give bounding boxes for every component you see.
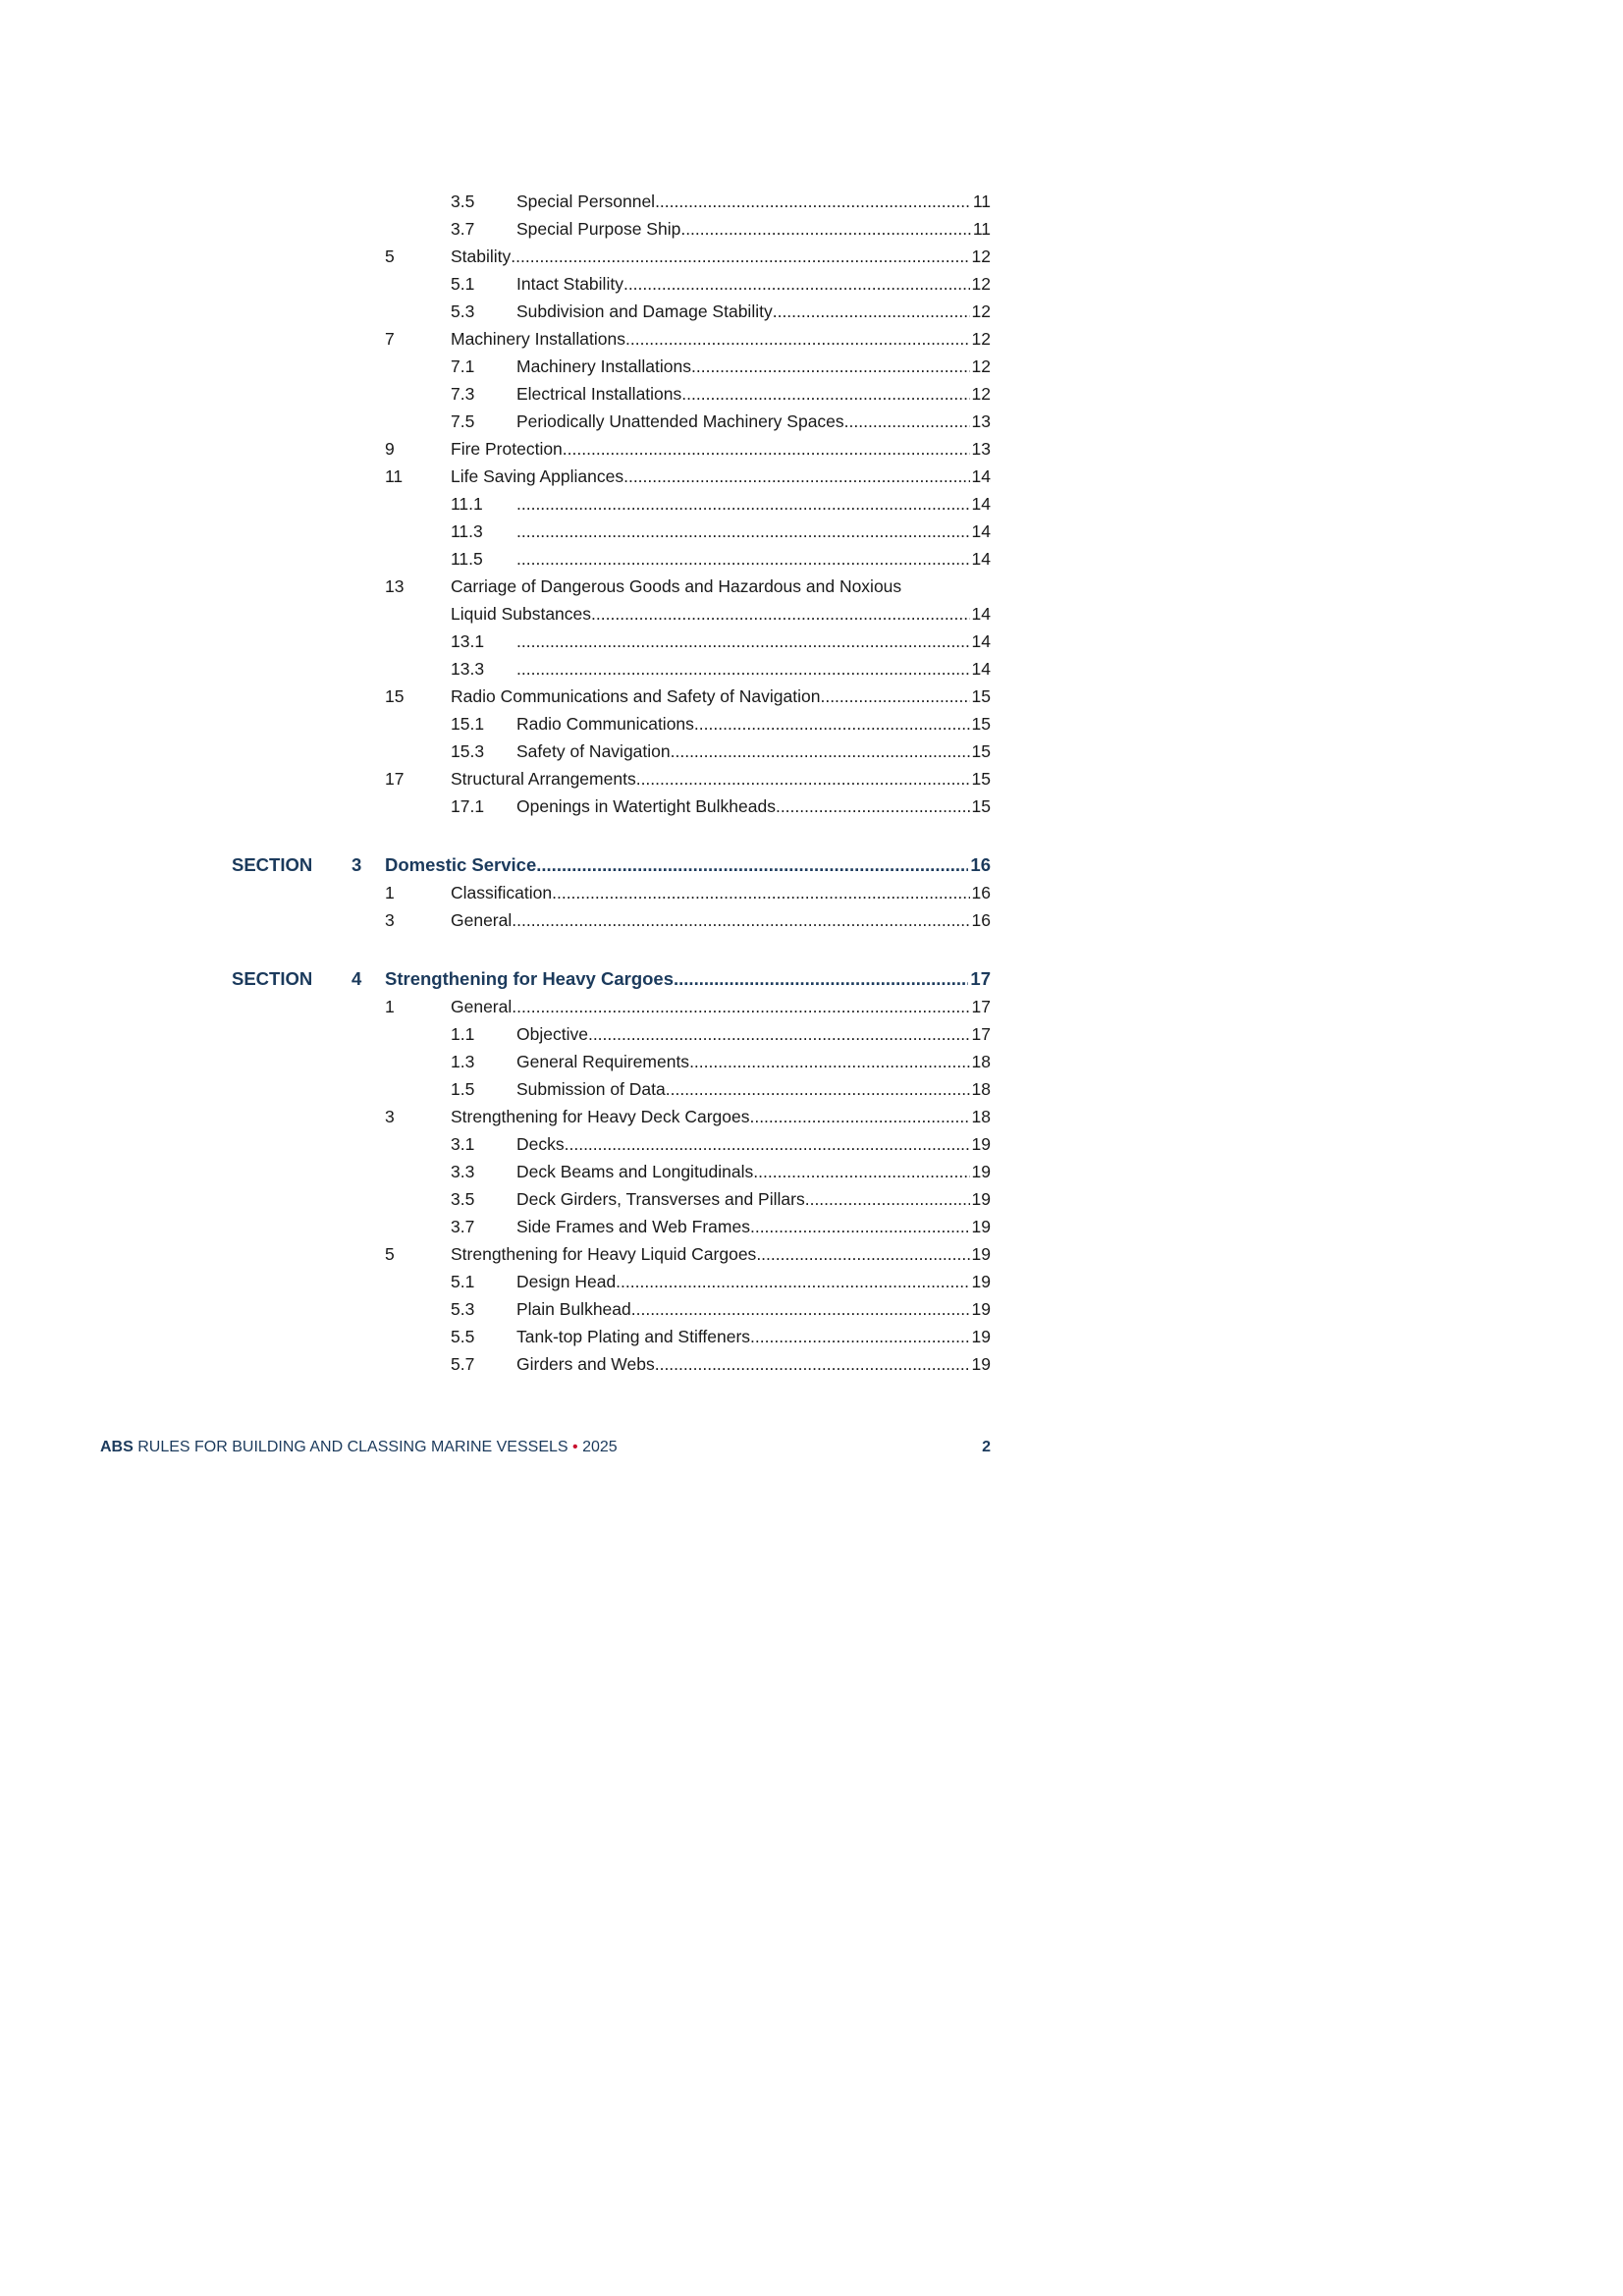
toc-entry-number: 5.3 <box>451 1299 475 1319</box>
toc-entry-link[interactable] <box>516 656 991 682</box>
toc-entry-title: Tank-top Plating and Stiffeners <box>516 1327 751 1346</box>
dot-leader <box>616 1269 969 1294</box>
dot-leader <box>756 1241 969 1267</box>
footer-brand: ABS <box>100 1439 134 1455</box>
footer-page-number: 2 <box>982 1439 991 1455</box>
toc-entry-link[interactable] <box>516 738 991 764</box>
toc-page-number: 15 <box>971 714 991 734</box>
toc-entry-title: Safety of Navigation <box>516 741 671 761</box>
toc-page-number: 14 <box>971 549 991 569</box>
toc-entry-number: 1.1 <box>451 1024 475 1044</box>
toc-entry-title: Openings in Watertight Bulkheads <box>516 796 776 816</box>
toc-entry-link[interactable] <box>451 1104 991 1129</box>
toc-page-number: 17 <box>970 968 991 989</box>
dot-leader <box>588 1021 970 1047</box>
dot-leader <box>512 907 969 933</box>
toc-page-number: 18 <box>971 1079 991 1099</box>
dot-leader <box>563 436 970 462</box>
toc-entry-number: 5.7 <box>451 1354 475 1374</box>
dot-leader <box>750 1324 970 1349</box>
toc-page-number: 11 <box>972 191 991 211</box>
toc-entry-link[interactable] <box>516 1324 991 1349</box>
toc-entry-link[interactable] <box>516 354 991 379</box>
toc-page-number: 19 <box>971 1244 991 1264</box>
toc-entry-link[interactable] <box>516 271 991 297</box>
toc-entry-number: 11.1 <box>451 494 483 514</box>
dot-leader <box>753 1159 969 1184</box>
dot-leader <box>512 994 969 1019</box>
toc-entry-link[interactable] <box>516 629 991 654</box>
footer-year: 2025 <box>577 1439 618 1455</box>
toc-page-number: 18 <box>971 1107 991 1126</box>
toc-entry-title: Special Personnel <box>516 191 656 211</box>
dot-leader <box>750 1214 970 1239</box>
toc-entry-title: Girders and Webs <box>516 1354 655 1374</box>
toc-entry-title: Radio Communications <box>516 714 694 734</box>
toc-page-number: 17 <box>971 997 991 1016</box>
section-number: 3 <box>352 854 362 875</box>
dot-leader <box>773 299 970 324</box>
toc-entry-link[interactable] <box>451 1241 991 1267</box>
toc-entry-number: 5 <box>385 1244 395 1264</box>
toc-entry-number: 9 <box>385 439 395 459</box>
dot-leader <box>805 1186 970 1212</box>
toc-entry-title: Deck Beams and Longitudinals <box>516 1162 754 1181</box>
toc-entry-link[interactable] <box>516 216 991 242</box>
toc-entry-title: Special Purpose Ship <box>516 219 681 239</box>
toc-entry-title[interactable]: Carriage of Dangerous Goods and Hazardous and Noxious <box>451 576 902 596</box>
toc-entry-number: 13.1 <box>451 631 485 651</box>
toc-page-number: 16 <box>971 883 991 902</box>
toc-entry-title: Machinery Installations <box>451 329 625 349</box>
footer-title: RULES FOR BUILDING AND CLASSING MARINE VESSELS <box>133 1439 573 1455</box>
toc-entry-title: Plain Bulkhead <box>516 1299 631 1319</box>
toc-entry-link[interactable] <box>516 711 991 737</box>
toc-entry-link[interactable] <box>516 1131 991 1157</box>
toc-page-number: 17 <box>971 1024 991 1044</box>
toc-entry-link[interactable] <box>516 409 991 434</box>
toc-entry-number: 13.3 <box>451 659 485 679</box>
dot-leader <box>516 519 970 544</box>
toc-entry-title: Structural Arrangements <box>451 769 636 789</box>
page-footer <box>100 1436 991 1459</box>
toc-page-number: 19 <box>971 1272 991 1291</box>
toc-entry-link[interactable] <box>451 907 991 933</box>
toc-entry-link[interactable] <box>451 766 991 792</box>
toc-entry-title: Submission of Data <box>516 1079 666 1099</box>
toc-entry-link[interactable] <box>516 491 991 517</box>
toc-entry-number: 1 <box>385 883 395 902</box>
toc-entry-link[interactable] <box>516 1296 991 1322</box>
toc-entry-link[interactable] <box>516 189 991 214</box>
toc-page-number: 13 <box>971 439 991 459</box>
toc-entry-link[interactable] <box>516 299 991 324</box>
toc-entry-title: General <box>451 997 513 1016</box>
toc-entry-link[interactable] <box>516 1049 991 1074</box>
dot-leader <box>516 491 970 517</box>
toc-entry-link[interactable] <box>516 1076 991 1102</box>
toc-entry-link[interactable] <box>451 601 991 627</box>
toc-entry-number: 1.3 <box>451 1052 475 1071</box>
toc-entry-number: 15.3 <box>451 741 485 761</box>
toc-entry-number: 11.5 <box>451 549 483 569</box>
dot-leader <box>655 1351 970 1377</box>
toc-entry-title: Classification <box>451 883 553 902</box>
dot-leader <box>689 1049 969 1074</box>
toc-page-number: 14 <box>971 466 991 486</box>
toc-entry-number: 17.1 <box>451 796 485 816</box>
toc-entry-title: Strengthening for Heavy Cargoes <box>385 968 675 989</box>
toc-entry-link[interactable] <box>516 381 991 407</box>
toc-entry-number: 5.3 <box>451 301 475 321</box>
toc-entry-number: 3.5 <box>451 191 475 211</box>
toc-entry-title: Decks <box>516 1134 565 1154</box>
toc-entry-number: 7.5 <box>451 411 475 431</box>
toc-entry-title: Strengthening for Heavy Liquid Cargoes <box>451 1244 757 1264</box>
toc-entry-title: Design Head <box>516 1272 617 1291</box>
toc-entry-number: 3 <box>385 1107 395 1126</box>
toc-entry-link[interactable] <box>451 994 991 1019</box>
toc-entry-number: 11 <box>385 466 404 486</box>
dot-leader <box>591 601 970 627</box>
toc-entry-number: 3.7 <box>451 1217 475 1236</box>
dot-leader <box>623 271 970 297</box>
toc-entry-title: Objective <box>516 1024 588 1044</box>
dot-leader <box>516 656 970 682</box>
toc-page-number: 19 <box>971 1189 991 1209</box>
dot-leader <box>511 244 969 269</box>
dot-leader <box>674 966 968 992</box>
toc-entry-number: 15.1 <box>451 714 485 734</box>
footer-bullet: • <box>572 1439 578 1455</box>
dot-leader <box>516 629 970 654</box>
toc-page-number: 19 <box>971 1162 991 1181</box>
dot-leader <box>776 793 970 819</box>
toc-entry-link[interactable] <box>451 880 991 905</box>
toc-entry-number: 5.1 <box>451 1272 475 1291</box>
toc-page-number: 14 <box>971 494 991 514</box>
toc-entry-link[interactable] <box>451 244 991 269</box>
toc-page-number: 18 <box>971 1052 991 1071</box>
toc-entry-link[interactable] <box>385 966 991 992</box>
toc-entry-link[interactable] <box>516 1159 991 1184</box>
toc-entry-number: 5.5 <box>451 1327 475 1346</box>
toc-page-number: 12 <box>971 246 991 266</box>
toc-entry-title: General Requirements <box>516 1052 690 1071</box>
dot-leader <box>671 738 970 764</box>
toc-page-number: 12 <box>971 274 991 294</box>
toc-entry-link[interactable] <box>451 683 991 709</box>
toc-page-number: 15 <box>971 741 991 761</box>
dot-leader <box>516 546 970 572</box>
toc-entry-title: Periodically Unattended Machinery Spaces <box>516 411 844 431</box>
toc-page-number: 12 <box>971 356 991 376</box>
toc-entry-link[interactable] <box>516 1351 991 1377</box>
toc-entry-number: 15 <box>385 686 405 706</box>
toc-entry-number: 13 <box>385 576 405 596</box>
toc-entry-number: 1.5 <box>451 1079 475 1099</box>
toc-entry-number: 17 <box>385 769 405 789</box>
toc-page-number: 12 <box>971 329 991 349</box>
dot-leader <box>691 354 970 379</box>
toc-page-number: 19 <box>971 1217 991 1236</box>
toc-entry-number: 5 <box>385 246 395 266</box>
toc-entry-link[interactable] <box>516 1186 991 1212</box>
toc-page-number: 19 <box>971 1299 991 1319</box>
toc-entry-title: Liquid Substances <box>451 604 592 624</box>
toc-entry-number: 11.3 <box>451 521 483 541</box>
section-number: 4 <box>352 968 362 989</box>
toc-entry-title: Machinery Installations <box>516 356 691 376</box>
toc-page-number: 14 <box>971 521 991 541</box>
toc-entry-link[interactable] <box>451 464 991 489</box>
toc-entry-number: 3.5 <box>451 1189 475 1209</box>
toc-entry-link[interactable] <box>516 793 991 819</box>
toc-entry-number: 3 <box>385 910 395 930</box>
toc-entry-title: Life Saving Appliances <box>451 466 624 486</box>
toc-page-number: 14 <box>971 604 991 624</box>
toc-page-number: 16 <box>971 910 991 930</box>
toc-entry-number: 3.7 <box>451 219 475 239</box>
toc-entry-title: Deck Girders, Transverses and Pillars <box>516 1189 805 1209</box>
toc-entry-link[interactable] <box>516 1269 991 1294</box>
toc-page-number: 19 <box>971 1134 991 1154</box>
dot-leader <box>623 464 969 489</box>
dot-leader <box>681 381 969 407</box>
toc-entry-number: 3.1 <box>451 1134 475 1154</box>
toc-entry-title: General <box>451 910 513 930</box>
dot-leader <box>636 766 970 792</box>
toc-page-number: 14 <box>971 659 991 679</box>
toc-entry-link[interactable] <box>516 519 991 544</box>
toc-entry-title: Strengthening for Heavy Deck Cargoes <box>451 1107 750 1126</box>
toc-page-number: 16 <box>970 854 991 875</box>
toc-page-number: 19 <box>971 1327 991 1346</box>
toc-entry-title: Electrical Installations <box>516 384 682 404</box>
toc-entry-number: 7.1 <box>451 356 475 376</box>
toc-entry-link[interactable] <box>516 1021 991 1047</box>
toc-page-number: 15 <box>971 686 991 706</box>
dot-leader <box>565 1131 970 1157</box>
dot-leader <box>820 683 969 709</box>
dot-leader <box>536 852 968 878</box>
toc-entry-title: Intact Stability <box>516 274 623 294</box>
toc-entry-link[interactable] <box>451 436 991 462</box>
toc-page-number: 12 <box>971 301 991 321</box>
dot-leader <box>625 326 970 352</box>
toc-entry-title: Side Frames and Web Frames <box>516 1217 750 1236</box>
toc-entry-title: Domestic Service <box>385 854 537 875</box>
toc-entry-number: 7.3 <box>451 384 475 404</box>
toc-page-number: 11 <box>972 219 991 239</box>
dot-leader <box>655 189 971 214</box>
toc-entry-number: 5.1 <box>451 274 475 294</box>
toc-entry-link[interactable] <box>516 1214 991 1239</box>
dot-leader <box>844 409 970 434</box>
toc-page-number: 14 <box>971 631 991 651</box>
toc-entry-title: Stability <box>451 246 512 266</box>
toc-page-number: 12 <box>971 384 991 404</box>
dot-leader <box>680 216 971 242</box>
toc-entry-number: 3.3 <box>451 1162 475 1181</box>
dot-leader <box>552 880 969 905</box>
section-label: SECTION <box>232 854 313 875</box>
dot-leader <box>749 1104 969 1129</box>
dot-leader <box>694 711 970 737</box>
toc-page-number: 13 <box>971 411 991 431</box>
toc-entry-title: Fire Protection <box>451 439 563 459</box>
toc-entry-link[interactable] <box>385 852 991 878</box>
toc-entry-link[interactable] <box>451 326 991 352</box>
toc-entry-title: Subdivision and Damage Stability <box>516 301 773 321</box>
toc-page-number: 19 <box>971 1354 991 1374</box>
dot-leader <box>631 1296 970 1322</box>
dot-leader <box>666 1076 970 1102</box>
toc-page-number: 15 <box>971 796 991 816</box>
section-label: SECTION <box>232 968 313 989</box>
toc-entry-number: 7 <box>385 329 395 349</box>
toc-entry-number: 1 <box>385 997 395 1016</box>
toc-entry-link[interactable] <box>516 546 991 572</box>
toc-entry-title: Radio Communications and Safety of Navigation <box>451 686 821 706</box>
toc-page-number: 15 <box>971 769 991 789</box>
